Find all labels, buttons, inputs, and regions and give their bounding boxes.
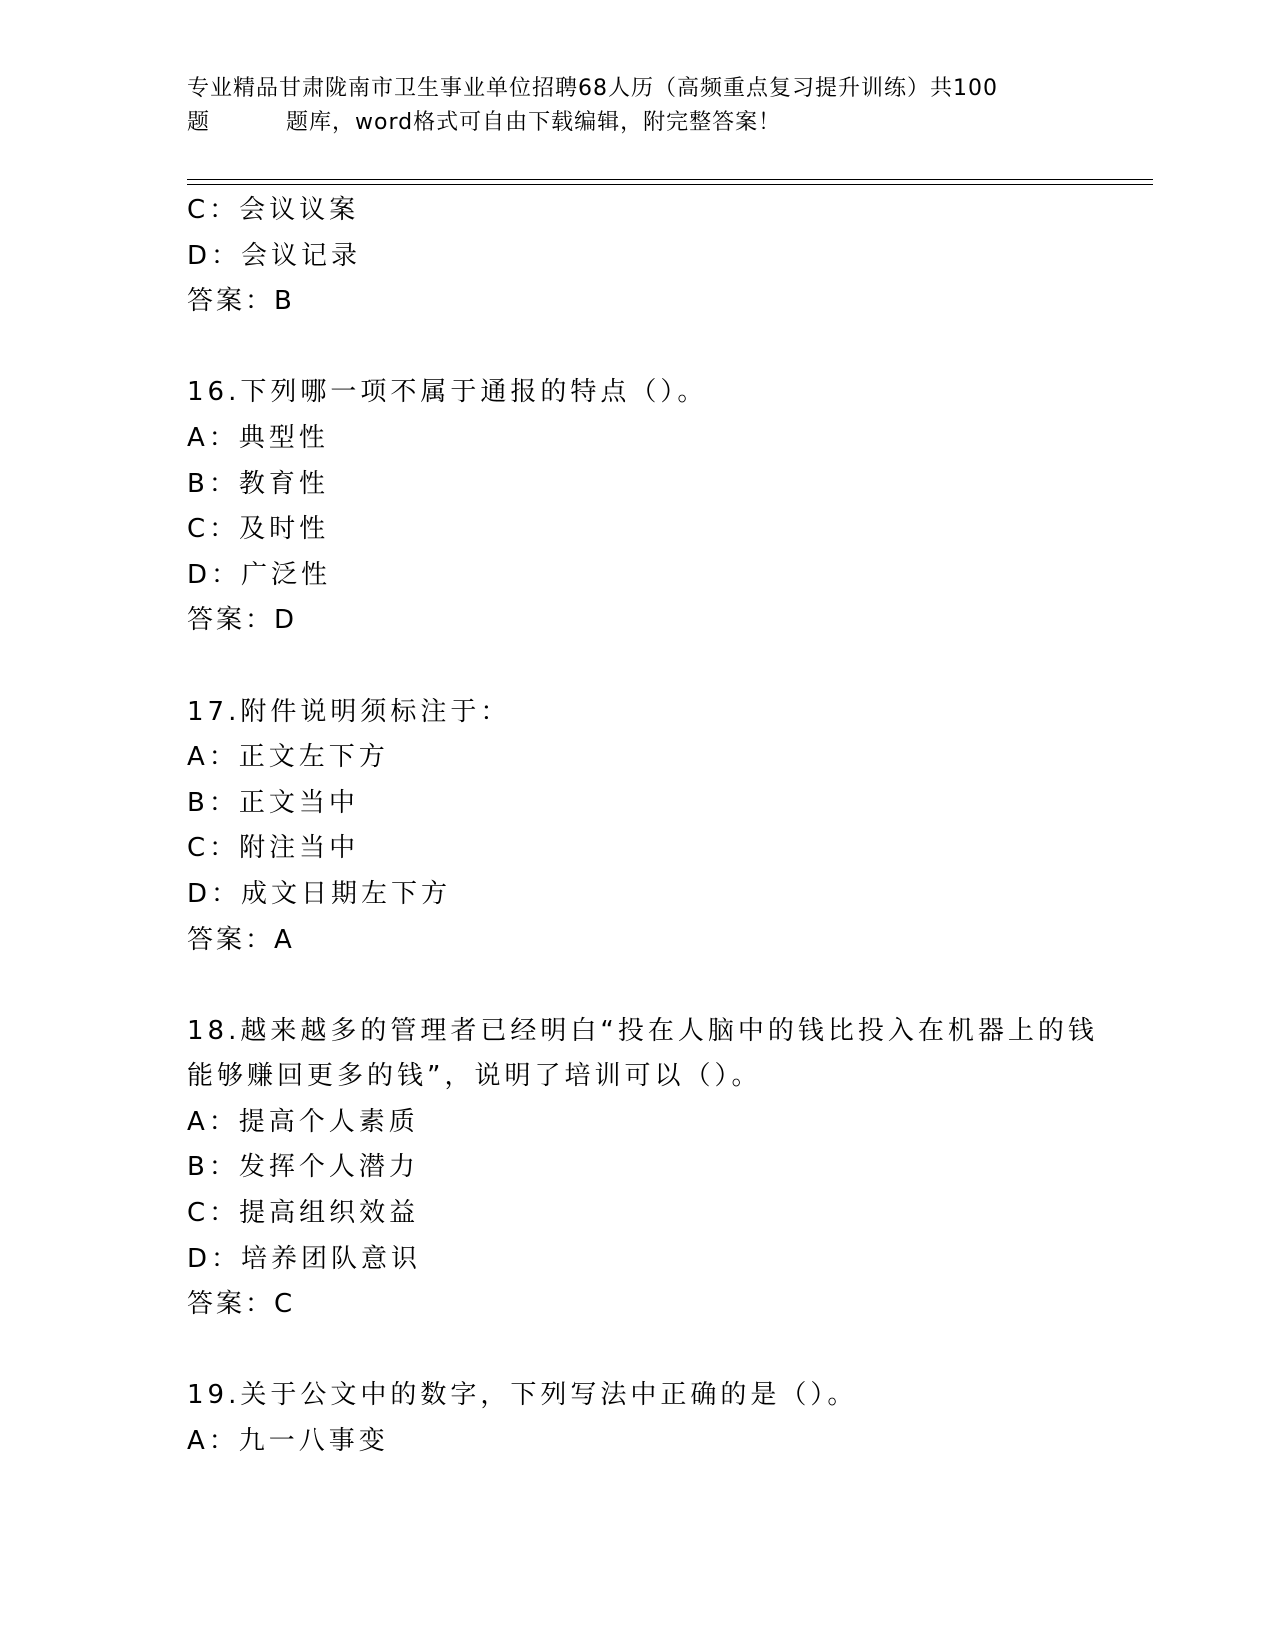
- question-spacer: [187, 1328, 1087, 1374]
- option-text: 培养团队意识: [241, 1243, 422, 1274]
- option-text: 发挥个人潜力: [238, 1152, 419, 1183]
- option-a: [187, 1419, 1087, 1465]
- header-divider-top: [187, 179, 1153, 180]
- question-17: [187, 690, 1087, 964]
- option-c: [187, 826, 1087, 872]
- header-gap: [210, 106, 286, 140]
- question-16: [187, 370, 1087, 644]
- option-letter: D：: [187, 559, 242, 590]
- option-d: [187, 872, 1087, 918]
- option-c: [187, 188, 1087, 234]
- option-text: 典型性: [238, 422, 329, 453]
- option-letter: C：: [187, 195, 240, 225]
- option-text: 正文当中: [238, 787, 359, 818]
- question-spacer: [187, 963, 1087, 1009]
- option-a: [187, 1100, 1087, 1146]
- header-title-line-2: [187, 106, 1087, 140]
- option-letter: B：: [187, 787, 239, 818]
- option-letter: A：: [187, 1426, 239, 1457]
- option-c: [187, 1191, 1087, 1237]
- header-title-line-2-start: 题: [187, 110, 211, 135]
- header-title-line-1: 专业精品甘肃陇南市卫生事业单位招聘68人历（高频重点复习提升训练）共100: [187, 76, 998, 101]
- option-text: 提高个人素质: [238, 1106, 419, 1137]
- option-letter: C：: [187, 833, 240, 864]
- option-letter: B：: [187, 468, 239, 499]
- answer-line: 答案：A: [187, 924, 295, 955]
- question-stem-line-1: 18.越来越多的管理者已经明白“投在人脑中的钱比投入在机器上的钱: [187, 1015, 1098, 1046]
- question-spacer: [187, 325, 1087, 371]
- question-stem: 17.附件说明须标注于：: [187, 696, 511, 727]
- question-15-continued: [187, 188, 1087, 325]
- option-letter: B：: [187, 1152, 239, 1183]
- answer-line: 答案：D: [187, 605, 298, 636]
- option-letter: C：: [187, 514, 240, 545]
- option-text: 提高组织效益: [239, 1198, 420, 1229]
- option-d: [187, 553, 1087, 599]
- option-b: [187, 462, 1087, 508]
- answer-line: 答案：C: [187, 1289, 296, 1320]
- option-letter: C：: [187, 1198, 240, 1229]
- option-c: [187, 507, 1087, 553]
- option-text: 九一八事变: [238, 1426, 389, 1457]
- option-text: 成文日期左下方: [241, 878, 452, 909]
- question-spacer: [187, 644, 1087, 690]
- option-text: 正文左下方: [238, 742, 389, 773]
- document-header: [187, 72, 1087, 140]
- answer-line: 答案：B: [187, 286, 295, 317]
- option-b: [187, 1145, 1087, 1191]
- option-text: 教育性: [238, 468, 329, 499]
- option-d: [187, 234, 1087, 280]
- option-a: [187, 416, 1087, 462]
- question-19: [187, 1373, 1087, 1464]
- option-letter: D：: [187, 878, 242, 909]
- option-text: 广泛性: [241, 559, 332, 590]
- document-body: [187, 188, 1098, 1465]
- option-text: 及时性: [239, 514, 330, 545]
- question-18: [187, 1009, 1098, 1328]
- option-letter: A：: [187, 742, 239, 773]
- option-text: 会议记录: [241, 240, 362, 271]
- question-stem: 19.关于公文中的数字，下列写法中正确的是（）。: [187, 1380, 858, 1411]
- question-stem: 16.下列哪一项不属于通报的特点（）。: [187, 377, 708, 408]
- header-title-line-2-end: 题库，word格式可自由下载编辑，附完整答案！: [286, 110, 782, 135]
- option-letter: A：: [187, 1106, 239, 1137]
- option-text: 附注当中: [239, 833, 360, 864]
- option-a: [187, 735, 1087, 781]
- question-stem-line-2: 能够赚回更多的钱”，说明了培训可以（）。: [187, 1061, 762, 1092]
- header-divider-bottom: [187, 184, 1153, 185]
- option-d: [187, 1237, 1087, 1283]
- option-b: [187, 781, 1087, 827]
- option-letter: D：: [187, 240, 242, 271]
- option-letter: A：: [187, 422, 239, 453]
- option-letter: D：: [187, 1243, 242, 1274]
- option-text: 会议议案: [239, 195, 360, 225]
